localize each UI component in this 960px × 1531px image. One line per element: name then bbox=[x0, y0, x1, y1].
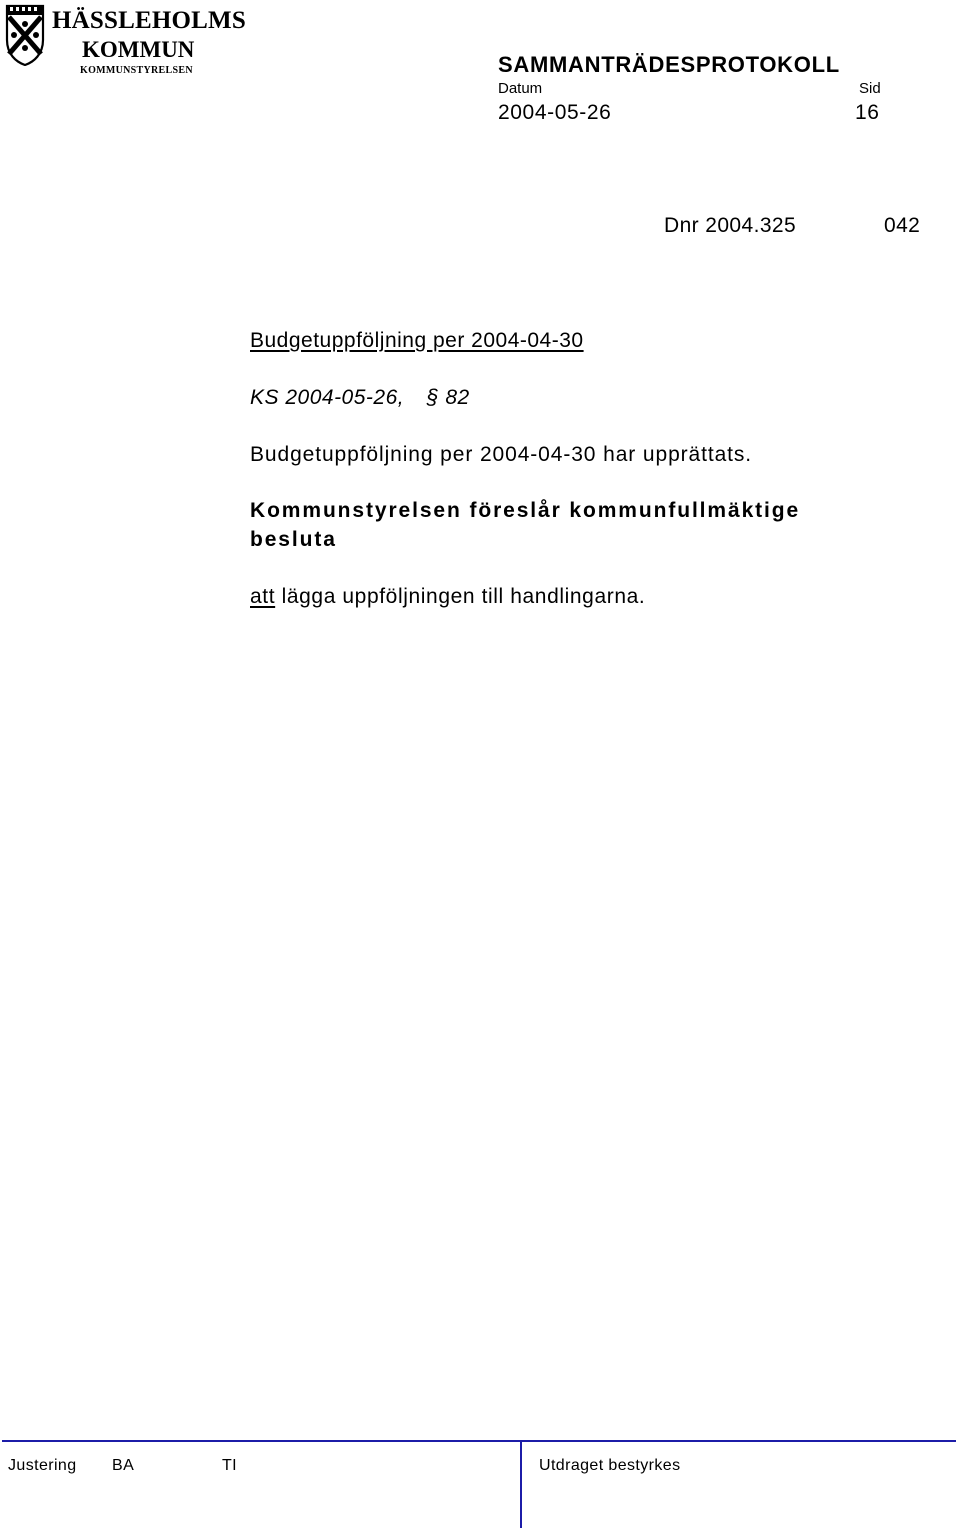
statement-paragraph: Budgetuppföljning per 2004-04-30 har upprättats. bbox=[250, 443, 753, 466]
att-keyword: att bbox=[250, 585, 276, 608]
proposal-line-1: Kommunstyrelsen föreslår kommunfullmäktige bbox=[250, 499, 801, 522]
justering-label: Justering bbox=[8, 1457, 77, 1474]
logo-text-line1: HÄSSLEHOLMS bbox=[52, 7, 246, 34]
ks-reference-date: KS 2004-05-26, bbox=[250, 386, 405, 409]
initials-ti: TI bbox=[222, 1457, 238, 1474]
proposal-line-2: besluta bbox=[250, 528, 337, 551]
page-number: 16 bbox=[855, 101, 880, 124]
section-heading: Budgetuppföljning per 2004-04-30 bbox=[250, 329, 584, 352]
extract-certified-label: Utdraget bestyrkes bbox=[539, 1457, 681, 1474]
page-label: Sid bbox=[859, 80, 881, 97]
section-number: 82 bbox=[445, 386, 470, 409]
ks-reference bbox=[250, 383, 470, 412]
meeting-date: 2004-05-26 bbox=[498, 101, 612, 124]
footer-column-divider bbox=[520, 1440, 522, 1528]
logo-text-line2: KOMMUN bbox=[82, 37, 195, 62]
date-label: Datum bbox=[498, 80, 543, 97]
municipality-logo bbox=[2, 2, 246, 78]
section-sign: § bbox=[426, 386, 439, 409]
decision-paragraph bbox=[250, 582, 645, 611]
logo-text-line3: KOMMUNSTYRELSEN bbox=[80, 65, 193, 76]
coat-of-arms-icon bbox=[4, 4, 46, 66]
document-title: SAMMANTRÄDESPROTOKOLL bbox=[498, 52, 840, 77]
case-code: 042 bbox=[884, 214, 921, 237]
initials-ba: BA bbox=[112, 1457, 135, 1474]
diary-number: Dnr 2004.325 bbox=[664, 214, 797, 237]
footer-divider bbox=[2, 1440, 956, 1442]
decision-text: lägga uppföljningen till handlingarna. bbox=[275, 585, 646, 608]
